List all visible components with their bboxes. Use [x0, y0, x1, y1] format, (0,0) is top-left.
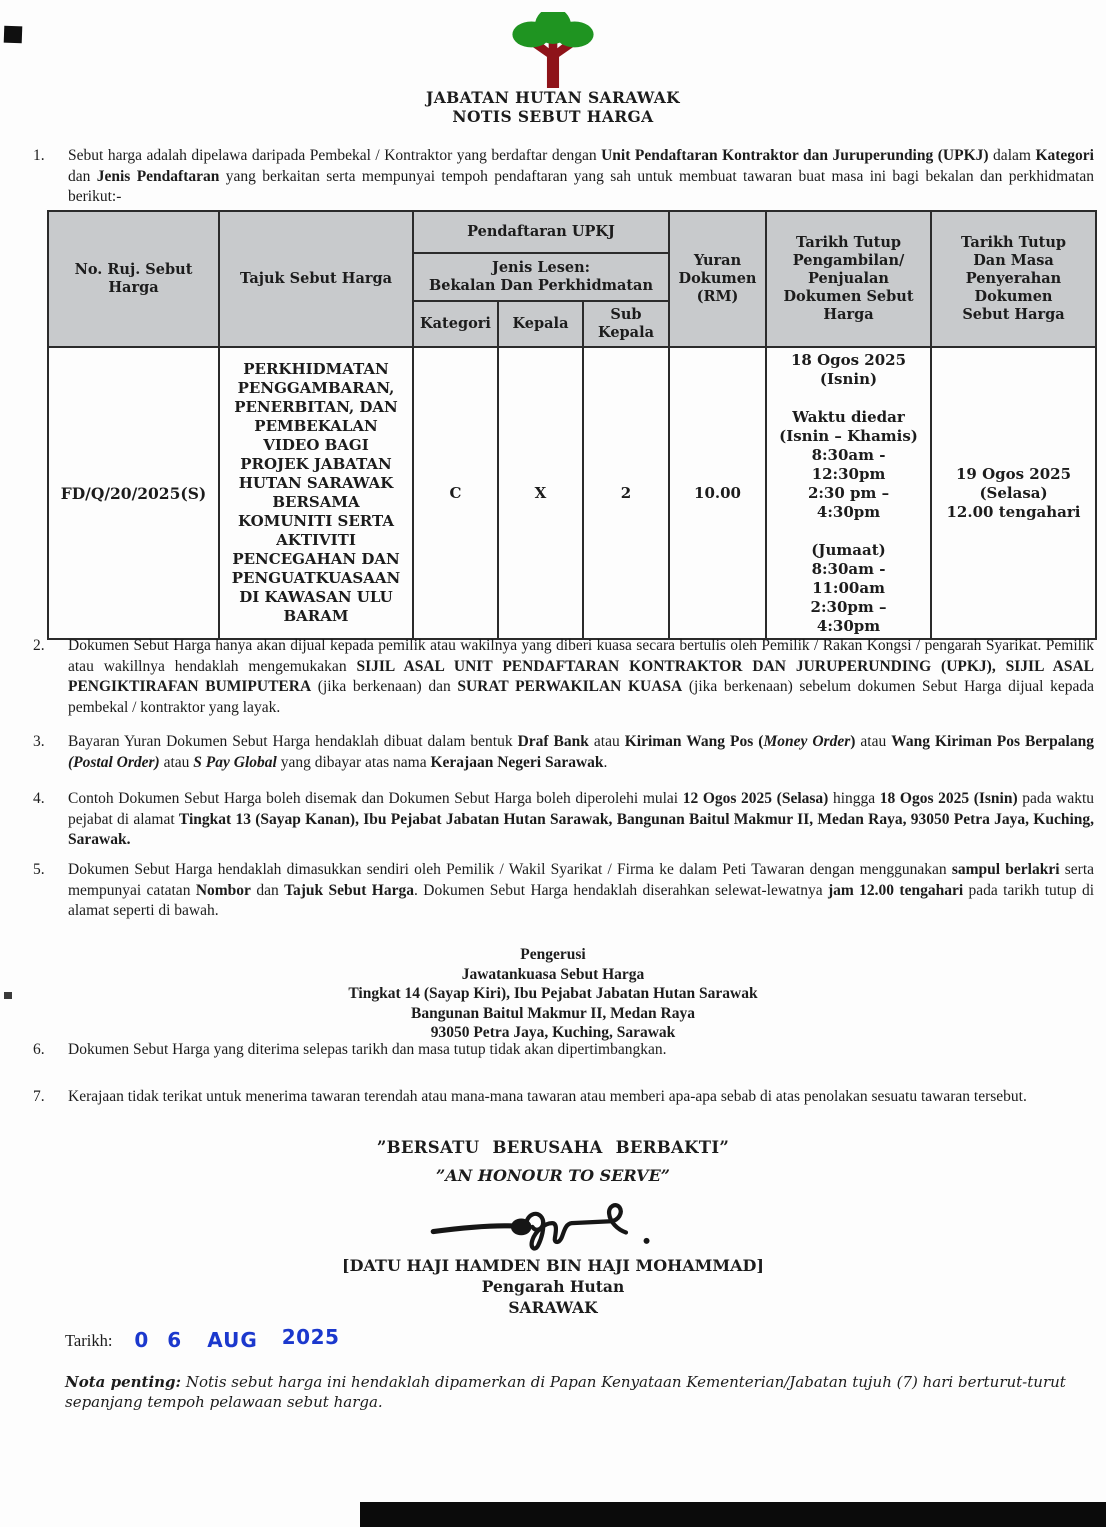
header-tarikh-jual: Tarikh Tutup Pengambilan/ Penjualan Dokumen Sebut Harga	[766, 211, 931, 347]
header-kepala: Kepala	[498, 301, 583, 347]
cell-no-ruj: FD/Q/20/2025(S)	[48, 347, 219, 639]
header-sub-kepala: Sub Kepala	[583, 301, 669, 347]
date-stamp	[134, 1325, 340, 1352]
paragraph-number: 7.	[33, 1088, 45, 1105]
paragraph-1	[33, 146, 1094, 208]
forest-department-tree-logo	[0, 12, 1106, 88]
paragraph-number: 2.	[33, 637, 45, 654]
tender-details-table	[47, 210, 1097, 640]
scan-artifact-bottom-bar	[360, 1502, 1106, 1527]
signatory-name: [DATU HAJI HAMDEN BIN HAJI MOHAMMAD]	[342, 1256, 764, 1275]
paragraph-7	[33, 1087, 1094, 1108]
stamp-day: 0 6	[134, 1328, 188, 1352]
motto-english: ”AN HONOUR TO SERVE”	[436, 1166, 670, 1185]
handwritten-signature-icon	[419, 1196, 687, 1254]
signatory-block	[0, 1255, 1106, 1318]
table-row	[48, 347, 1096, 639]
paragraph-text: Dokumen Sebut Harga hendaklah dimasukkan sendiri oleh Pemilik / Wakil Syarikat / Firma ke dalam Peti Tawaran dengan menggunakan sampul berlakri serta mempunyai catatan Nombor dan Tajuk Sebut Harga. Dokumen Sebut Harga hendaklah diserahkan selewat-lewatnya jam 12.00 tengahari pada tarikh tutup di alamat seperti di bawah.	[68, 861, 1095, 919]
cell-kepala: X	[498, 347, 583, 639]
header-group-jenis-lesen: Jenis Lesen: Bekalan Dan Perkhidmatan	[413, 253, 669, 301]
organization-name: JABATAN HUTAN SARAWAK	[425, 88, 681, 107]
cell-kategori: C	[413, 347, 498, 639]
paragraph-number: 1.	[33, 147, 45, 164]
signature-period-dot	[644, 1238, 650, 1244]
paragraph-number: 6.	[33, 1041, 45, 1058]
document-title: NOTIS SEBUT HARGA	[452, 107, 654, 126]
important-note	[65, 1372, 1076, 1412]
signature-area	[0, 1196, 1106, 1254]
cell-yuran: 10.00	[669, 347, 766, 639]
paragraph-text: Bayaran Yuran Dokumen Sebut Harga hendaklah dibuat dalam bentuk Draf Bank atau Kiriman Wang Pos (Money Order) atau Wang Kiriman Pos Berpalang (Postal Order) atau S Pay Global yang dibayar atas nama Kerajaan Negeri Sarawak.	[68, 733, 1094, 771]
paragraph-4	[33, 789, 1094, 851]
paragraph-number: 5.	[33, 861, 45, 878]
cell-tarikh-jual: 18 Ogos 2025 (Isnin) Waktu diedar (Isnin – Khamis) 8:30am - 12:30pm 2:30 pm – 4:30pm (Jumaat) 8:30am - 11:00am 2:30pm – 4:30pm	[766, 347, 931, 639]
paragraph-text: Sebut harga adalah dipelawa daripada Pembekal / Kontraktor yang berdaftar dengan Unit Pendaftaran Kontraktor dan Juruperunding (UPKJ) dalam Kategori dan Jenis Pendaftaran yang berkaitan serta mempunyai tempoh pendaftaran yang sah untuk membuat tawaran buat masa ini bagi bekalan dan perkhidmatan berikut:-	[68, 147, 1095, 205]
header-kategori: Kategori	[413, 301, 498, 347]
note-lead: Nota penting:	[65, 1373, 182, 1391]
paragraph-text: Dokumen Sebut Harga hanya akan dijual kepada pemilik atau wakilnya yang diberi kuasa secara bertulis oleh Pemilik / Rakan Kongsi / pengarah Syarikat. Pemilik atau wakillnya hendaklah mengemukakan SIJIL ASAL UNIT PENDAFTARAN KONTRAKTOR DAN JURUPERUNDING (UPKJ), SIJIL ASAL PENGIKTIRAFAN BUMIPUTERA (jika berkenaan) dan SURAT PERWAKILAN KUASA (jika berkenaan) sebelum dokumen Sebut Harga dijual kepada pembekal / kontraktor yang layak.	[68, 637, 1094, 716]
header-tajuk: Tajuk Sebut Harga	[219, 211, 413, 347]
motto-malay: ”BERSATU BERUSAHA BERBAKTI”	[376, 1138, 730, 1157]
paragraph-text: Dokumen Sebut Harga yang diterima selepas tarikh dan masa tutup tidak akan dipertimbangkan.	[68, 1041, 667, 1058]
paragraph-text: Kerajaan tidak terikat untuk menerima tawaran terendah atau mana-mana tawaran atau memberi apa-apa sebab di atas penolakan sesuatu tawaran tersebut.	[68, 1088, 1027, 1105]
header-tarikh-serah: Tarikh Tutup Dan Masa Penyerahan Dokumen Sebut Harga	[931, 211, 1096, 347]
header-no-ruj: No. Ruj. Sebut Harga	[48, 211, 219, 347]
paragraph-number: 3.	[33, 733, 45, 750]
note-text: Notis sebut harga ini hendaklah dipamerkan di Papan Kenyataan Kementerian/Jabatan tujuh (7) hari berturut-turut sepanjang tempoh pelawaan sebut harga.	[65, 1373, 1066, 1411]
signatory-region: SARAWAK	[508, 1298, 598, 1317]
cell-sub-kepala: 2	[583, 347, 669, 639]
cell-tajuk: PERKHIDMATAN PENGGAMBARAN, PENERBITAN, DAN PEMBEKALAN VIDEO BAGI PROJEK JABATAN HUTAN SARAWAK BERSAMA KOMUNITI SERTA AKTIVITI PENCEGAHAN DAN PENGUATKUASAAN DI KAWASAN ULU BARAM	[219, 347, 413, 639]
header-yuran: Yuran Dokumen (RM)	[669, 211, 766, 347]
tree-canopy	[512, 12, 593, 47]
tree-icon	[505, 12, 601, 88]
paragraph-5	[33, 860, 1094, 922]
date-label: Tarikh:	[65, 1331, 113, 1350]
stamp-month: AUG	[207, 1328, 258, 1352]
paragraph-text: Contoh Dokumen Sebut Harga boleh disemak dan Dokumen Sebut Harga boleh diperolehi mulai 12 Ogos 2025 (Selasa) hingga 18 Ogos 2025 (Isnin) pada waktu pejabat di alamat Tingkat 13 (Sayap Kanan), Ibu Pejabat Jabatan Hutan Sarawak, Bangunan Baitul Makmur II, Medan Raya, 93050 Petra Jaya, Kuching, Sarawak.	[68, 790, 1095, 848]
cell-tarikh-serah: 19 Ogos 2025 (Selasa) 12.00 tengahari	[931, 347, 1096, 639]
header-group-upkj: Pendaftaran UPKJ	[413, 211, 669, 253]
date-row	[65, 1325, 340, 1352]
paragraph-2	[33, 636, 1094, 718]
paragraph-3	[33, 732, 1094, 773]
paragraph-6	[33, 1040, 1094, 1061]
signatory-title: Pengarah Hutan	[481, 1277, 625, 1296]
stamp-year: 2025	[281, 1325, 340, 1349]
paragraph-number: 4.	[33, 790, 45, 807]
submission-address-block: Pengerusi Jawatankuasa Sebut Harga Tingkat 14 (Sayap Kiri), Ibu Pejabat Jabatan Hutan Sarawak Bangunan Baitul Makmur II, Medan Raya 93050 Petra Jaya, Kuching, Sarawak	[348, 946, 758, 1041]
